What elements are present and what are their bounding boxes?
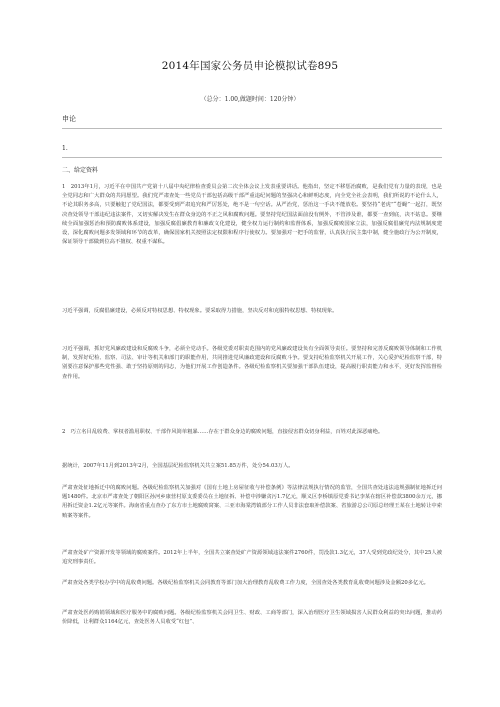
paragraph: 严肃查处各类学校办学中的乱收费问题。各级纪检监察机关会同教育等部门加大治理教育乱收费工作力度，全国查处各类教育乱收费问题涉及金额20多亿元。 — [62, 580, 429, 586]
paragraph: 严肃查处征地拆迁中的腐败问题。各级纪检监察机关加强对《国有土地上房屋征收与补偿条例》等法律法规执行情况的监管，全国共查处违法违规强制征地拆迁问题1480件。北京市严肃查处了朝阳区孙河乡康营村原支委委员在土地征拆、补偿中涉嫌贪污1.7亿元，顺义区李桥镇原党委书记李某在辖区补偿款3800余万元，挪用拆迁资金1.2亿元等案件。海南省重点查办了东方市土地腐败窝案、三亚市海棠湾镇部分工作人员非法套取补偿款案、省旅游总公司原总经理王某在土地转让中索贿案等案件。 — [62, 485, 442, 519]
paragraph: 严肃查处矿产资源开发等领域的腐败案件。2012年上半年，全国共立案查处矿产资源领域违法案件2760件，罚没款1.3亿元，37人受到党政纪处分，其中25人被追究刑事责任。 — [62, 550, 442, 566]
paragraph: 据统计，2007年11月到2013年2月，全国基层纪检监察机关共立案51.85万件，处分54.03万人。 — [62, 463, 294, 469]
paragraph: 严肃查处医药购销领域和医疗服务中的腐败问题。各级纪检监察机关会同卫生、财政、工商等部门，深入治理医疗卫生领域损害人民群众利益的突出问题，推动药价降低，让利群众1164亿元，查处医务人员收受“红包”、 — [62, 610, 442, 626]
paragraph: 1 2013年1月，习近平在中国共产党第十八届中央纪律检查委员会第二次全体会议上发表重要讲话。他指出，坚定不移惩治腐败，是我们党有力量的表现，也是全党同志和广大群众的共同愿望。我们党严肃查处一些党员干部包括高级干部严重违纪问题的坚强决心和鲜明态度，向全党全社会表明，我们所说的不论什么人，不论其职务多高，只要触犯了党纪国法，都要受到严肃追究和严厉惩处，绝不是一句空话。从严治党，惩治这一手决不能放松。要坚持“老虎”“苍蝇”一起打，既坚决查处领导干部违纪违法案件，又切实解决发生在群众身边的不正之风和腐败问题。要坚持党纪国法面前没有例外，不管涉及谁，都要一查到底，决不姑息。要继续全面加强惩治和预防腐败体系建设，加强反腐倡廉教育和廉政文化建设，健全权力运行制约和监督体系，加强反腐败国家立法，加强反腐倡廉党内法规制度建设，深化腐败问题多发领域和环节的改革，确保国家机关按照法定权限和程序行使权力。要加强对一把手的监督，认真执行民主集中制，健全施政行为公开制度，保证领导干部做到位高不擅权、权重不谋私。 — [62, 184, 442, 246]
divider — [62, 128, 442, 129]
paragraph: 习近平强调，反腐倡廉建设，必须反对特权思想、特权现象。要采取得力措施，坚决反对和克服特权思想、特权现象。 — [62, 308, 338, 314]
paragraph: 习近平强调，抓好党风廉政建设和反腐败斗争，必须全党动手。各级党委对职责范围内的党风廉政建设负有全面领导责任。要坚持和完善反腐败领导体制和工作机制，发挥好纪检、监察、司法、审计等机关和部门的职能作用，共同推进党风廉政建设和反腐败斗争。要支持纪检监察机关开展工作，关心爱护纪检监察干部，特别要注意保护那些党性强、敢于坚持原则的同志，为他们开展工作创造条件。各级纪检监察机关要加强干部队伍建设，提高履行职责能力和水平，更好发挥监督检查作用。 — [62, 346, 442, 380]
exam-meta: （总分：1.00,做题时间：120分钟） — [200, 96, 300, 103]
divider — [62, 157, 442, 158]
document-title: 2014年国家公务员申论模拟试卷895 — [161, 60, 339, 72]
subsection-heading: 二、给定资料 — [62, 167, 99, 174]
section-heading: 申论 — [62, 115, 76, 123]
paragraph: 2 巧立名目乱收费、掌权者滥用职权、干部作风简单粗暴……存在于群众身边的腐败问题，直接侵害群众切身利益，百姓对此深恶痛绝。 — [62, 429, 384, 435]
question-number: 1. — [62, 145, 68, 152]
